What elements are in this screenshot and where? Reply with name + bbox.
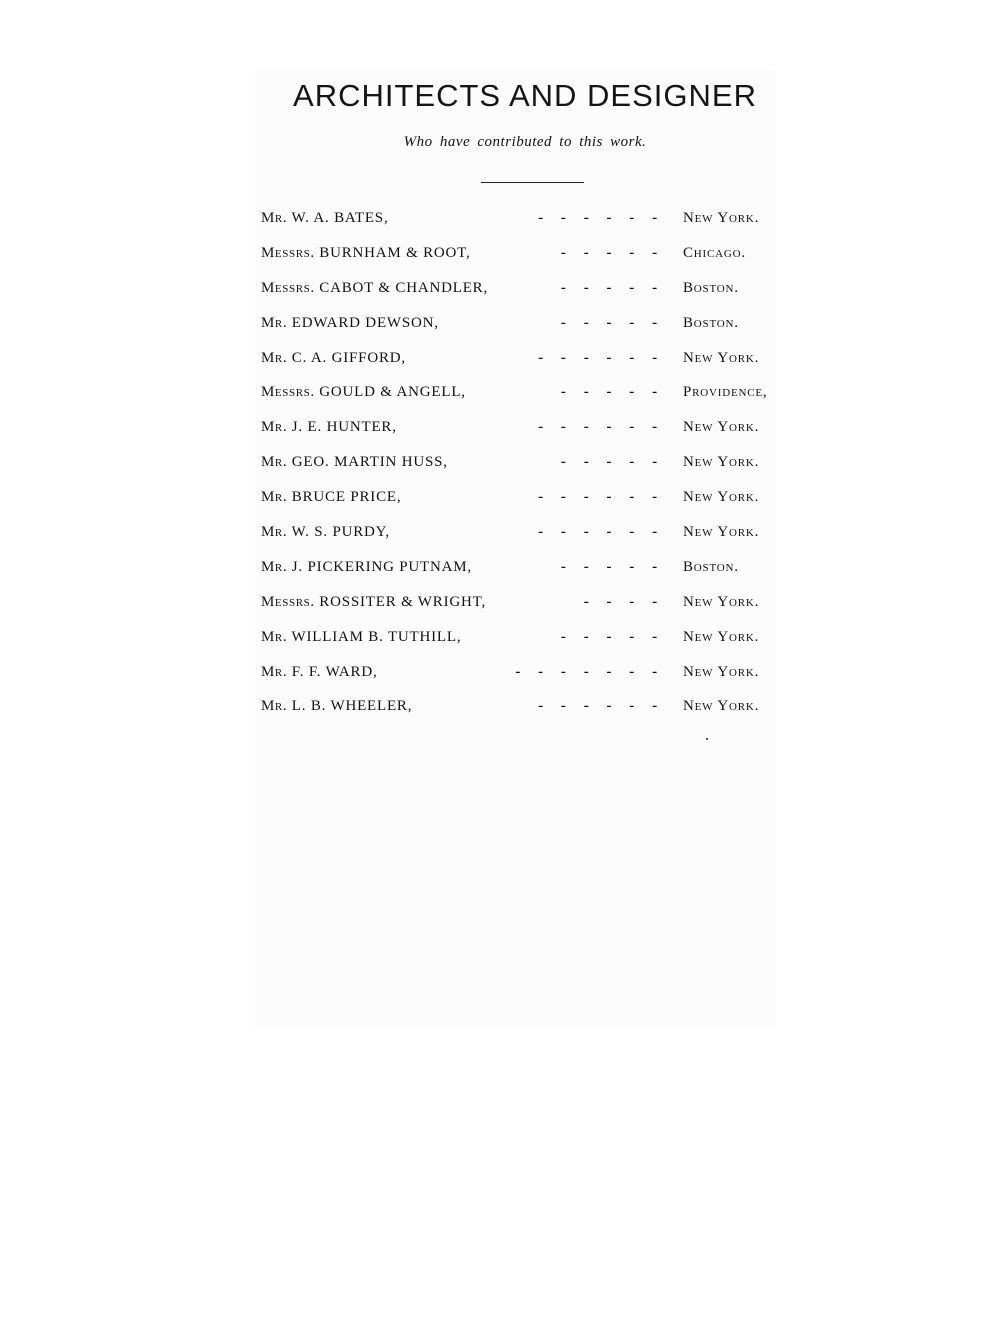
leader-dash: - bbox=[652, 314, 658, 331]
leader-dash: - bbox=[583, 454, 589, 471]
architect-row bbox=[261, 452, 771, 487]
leader-dash: - bbox=[629, 244, 635, 261]
architect-title: Mr. bbox=[261, 698, 288, 715]
leader-dash: - bbox=[583, 419, 589, 436]
leader-dash: - bbox=[560, 279, 566, 296]
leader-dash: - bbox=[606, 524, 612, 541]
leader-dash: - bbox=[560, 558, 566, 575]
architect-title: Mr. bbox=[261, 210, 288, 226]
architect-row bbox=[261, 592, 771, 627]
architect-name: W. A. BATES, bbox=[291, 210, 389, 226]
leader-dash: - bbox=[652, 593, 658, 610]
dot-leaders bbox=[552, 280, 666, 297]
architect-list bbox=[261, 208, 771, 731]
leader-dash: - bbox=[652, 279, 658, 296]
leader-dash: - bbox=[606, 384, 612, 401]
leader-dash: - bbox=[583, 489, 589, 506]
leader-dash: - bbox=[606, 698, 612, 715]
dot-leaders bbox=[552, 629, 666, 646]
leader-dash: - bbox=[583, 628, 589, 645]
leader-dash: - bbox=[583, 698, 589, 715]
architect-name: BRUCE PRICE, bbox=[291, 489, 402, 506]
leader-dash: - bbox=[583, 244, 589, 261]
leader-dash: - bbox=[652, 244, 658, 261]
leader-dash: - bbox=[629, 489, 635, 506]
architect-row bbox=[261, 627, 771, 662]
leader-dash: - bbox=[560, 663, 566, 680]
leader-dash: - bbox=[652, 419, 658, 436]
leader-dash: - bbox=[538, 419, 544, 436]
architect-row bbox=[261, 417, 771, 452]
leader-dash: - bbox=[652, 698, 658, 715]
leader-dash: - bbox=[629, 454, 635, 471]
architect-name-block bbox=[261, 280, 488, 297]
leader-dash: - bbox=[652, 349, 658, 366]
dot-leaders bbox=[529, 350, 666, 367]
leader-dash: - bbox=[629, 384, 635, 401]
architect-name-block bbox=[261, 384, 466, 401]
leader-dash: - bbox=[606, 419, 612, 436]
architect-city: Boston. bbox=[683, 314, 739, 331]
architect-city: New York. bbox=[683, 698, 760, 715]
architect-name: C. A. GIFFORD, bbox=[291, 349, 406, 366]
leader-dash: - bbox=[583, 663, 589, 680]
leader-dash: - bbox=[629, 314, 635, 331]
architect-title: Mr. bbox=[261, 314, 288, 331]
architect-title: Messrs. bbox=[261, 244, 315, 261]
leader-dash: - bbox=[629, 349, 635, 366]
leader-dash: - bbox=[583, 558, 589, 575]
leader-dash: - bbox=[606, 349, 612, 366]
leader-dash: - bbox=[560, 384, 566, 401]
architect-city: New York. bbox=[683, 663, 760, 680]
architect-title: Mr. bbox=[261, 558, 288, 575]
leader-dash: - bbox=[629, 419, 635, 436]
architect-city: New York. bbox=[683, 489, 760, 506]
leader-dash: - bbox=[629, 698, 635, 715]
leader-dash: - bbox=[538, 489, 544, 506]
architect-name-block bbox=[261, 559, 472, 576]
architect-row bbox=[261, 208, 771, 243]
architect-title: Mr. bbox=[261, 454, 288, 471]
leader-dash: - bbox=[560, 489, 566, 506]
leader-dash: - bbox=[560, 419, 566, 436]
leader-dash: - bbox=[560, 698, 566, 715]
leader-dash: - bbox=[583, 349, 589, 366]
leader-dash: - bbox=[629, 628, 635, 645]
leader-dash: - bbox=[515, 663, 521, 680]
divider-rule bbox=[481, 182, 584, 183]
dot-leaders bbox=[529, 698, 666, 715]
leader-dash: - bbox=[652, 663, 658, 680]
dot-leaders bbox=[506, 664, 666, 681]
leader-dash: - bbox=[606, 489, 612, 506]
leader-dash: - bbox=[538, 524, 544, 541]
architect-title: Messrs. bbox=[261, 279, 315, 296]
leader-dash: - bbox=[538, 349, 544, 366]
architect-name: W. S. PURDY, bbox=[291, 524, 390, 541]
dot-leaders bbox=[552, 559, 666, 576]
leader-dash: - bbox=[606, 663, 612, 680]
leader-dash: - bbox=[606, 454, 612, 471]
dot-leaders bbox=[529, 489, 666, 506]
leader-dash: - bbox=[606, 628, 612, 645]
leader-dash: - bbox=[606, 558, 612, 575]
architect-name: F. F. WARD, bbox=[291, 663, 378, 680]
leader-dash: - bbox=[583, 524, 589, 541]
architect-name-block bbox=[261, 664, 378, 681]
leader-dash: - bbox=[652, 384, 658, 401]
leader-dash: - bbox=[629, 279, 635, 296]
leader-dash: - bbox=[560, 349, 566, 366]
leader-dash: - bbox=[629, 663, 635, 680]
architect-name-block bbox=[261, 629, 461, 646]
architect-row bbox=[261, 487, 771, 522]
leader-dash: - bbox=[606, 314, 612, 331]
dot-leaders bbox=[552, 315, 666, 332]
architect-city: Boston. bbox=[683, 279, 739, 296]
architect-row bbox=[261, 662, 771, 697]
architect-title: Mr. bbox=[261, 419, 288, 436]
architect-name-block bbox=[261, 524, 390, 541]
architect-name: BURNHAM & ROOT, bbox=[319, 244, 471, 261]
leader-dash: - bbox=[560, 454, 566, 471]
architect-name-block bbox=[261, 594, 486, 611]
leader-dash: - bbox=[629, 558, 635, 575]
leader-dash: - bbox=[652, 524, 658, 541]
leader-dash: - bbox=[606, 244, 612, 261]
leader-dash: - bbox=[629, 593, 635, 610]
architect-city: New York. bbox=[683, 419, 760, 436]
architect-name-block bbox=[261, 245, 471, 262]
architect-name-block bbox=[261, 698, 412, 715]
architect-name-block bbox=[261, 315, 439, 332]
print-speck bbox=[706, 738, 708, 740]
leader-dash: - bbox=[583, 384, 589, 401]
architect-name: ROSSITER & WRIGHT, bbox=[319, 593, 487, 610]
architect-city: New York. bbox=[683, 524, 760, 541]
leader-dash: - bbox=[606, 210, 612, 226]
architect-row bbox=[261, 348, 771, 383]
leader-dash: - bbox=[652, 558, 658, 575]
architect-name-block bbox=[261, 454, 448, 471]
architect-city: New York. bbox=[683, 454, 760, 471]
dot-leaders bbox=[552, 454, 666, 471]
architect-name-block bbox=[261, 489, 401, 506]
architect-name: J. E. HUNTER, bbox=[291, 419, 397, 436]
leader-dash: - bbox=[629, 210, 635, 226]
architect-row bbox=[261, 522, 771, 557]
leader-dash: - bbox=[606, 593, 612, 610]
leader-dash: - bbox=[560, 314, 566, 331]
leader-dash: - bbox=[652, 489, 658, 506]
leader-dash: - bbox=[583, 314, 589, 331]
leader-dash: - bbox=[560, 524, 566, 541]
page-subtitle: Who have contributed to this work. bbox=[403, 134, 647, 150]
architect-row bbox=[261, 382, 771, 417]
architect-city: Chicago. bbox=[683, 244, 746, 261]
leader-dash: - bbox=[652, 210, 658, 226]
architect-title: Messrs. bbox=[261, 384, 315, 401]
dot-leaders bbox=[552, 384, 666, 401]
architect-city: Providence, bbox=[683, 384, 768, 401]
architect-title: Mr. bbox=[261, 349, 288, 366]
architect-name-block bbox=[261, 210, 389, 227]
dot-leaders bbox=[552, 245, 666, 262]
leader-dash: - bbox=[652, 454, 658, 471]
architect-title: Mr. bbox=[261, 489, 288, 506]
architect-row bbox=[261, 313, 771, 348]
architect-name: WILLIAM B. TUTHILL, bbox=[291, 628, 462, 645]
leader-dash: - bbox=[538, 698, 544, 715]
leader-dash: - bbox=[538, 210, 544, 226]
architect-name: J. PICKERING PUTNAM, bbox=[291, 558, 472, 575]
architect-row bbox=[261, 243, 771, 278]
leader-dash: - bbox=[583, 279, 589, 296]
leader-dash: - bbox=[583, 593, 589, 610]
architect-title: Messrs. bbox=[261, 593, 315, 610]
dot-leaders bbox=[529, 524, 666, 541]
leader-dash: - bbox=[583, 210, 589, 226]
leader-dash: - bbox=[560, 628, 566, 645]
architect-row bbox=[261, 278, 771, 313]
architect-title: Mr. bbox=[261, 663, 288, 680]
architect-city: New York. bbox=[683, 210, 760, 226]
architect-city: New York. bbox=[683, 593, 760, 610]
leader-dash: - bbox=[606, 279, 612, 296]
architect-name: L. B. WHEELER, bbox=[291, 698, 413, 715]
architect-row bbox=[261, 696, 771, 731]
page-heading: ARCHITECTS AND DESIGNER bbox=[293, 78, 757, 113]
architect-row bbox=[261, 557, 771, 592]
leader-dash: - bbox=[629, 524, 635, 541]
leader-dash: - bbox=[560, 244, 566, 261]
dot-leaders bbox=[529, 419, 666, 436]
dot-leaders bbox=[575, 594, 666, 611]
architect-name: CABOT & CHANDLER, bbox=[319, 279, 489, 296]
architect-name: GEO. MARTIN HUSS, bbox=[291, 454, 448, 471]
architect-title: Mr. bbox=[261, 524, 288, 541]
architect-name-block bbox=[261, 350, 406, 367]
architect-name: EDWARD DEWSON, bbox=[291, 314, 439, 331]
architect-title: Mr. bbox=[261, 628, 288, 645]
leader-dash: - bbox=[652, 628, 658, 645]
architect-city: New York. bbox=[683, 628, 760, 645]
dot-leaders bbox=[529, 210, 666, 227]
architect-city: Boston. bbox=[683, 558, 739, 575]
leader-dash: - bbox=[538, 663, 544, 680]
leader-dash: - bbox=[560, 210, 566, 226]
architect-name-block bbox=[261, 419, 397, 436]
architect-name: GOULD & ANGELL, bbox=[319, 384, 466, 401]
architect-city: New York. bbox=[683, 349, 760, 366]
